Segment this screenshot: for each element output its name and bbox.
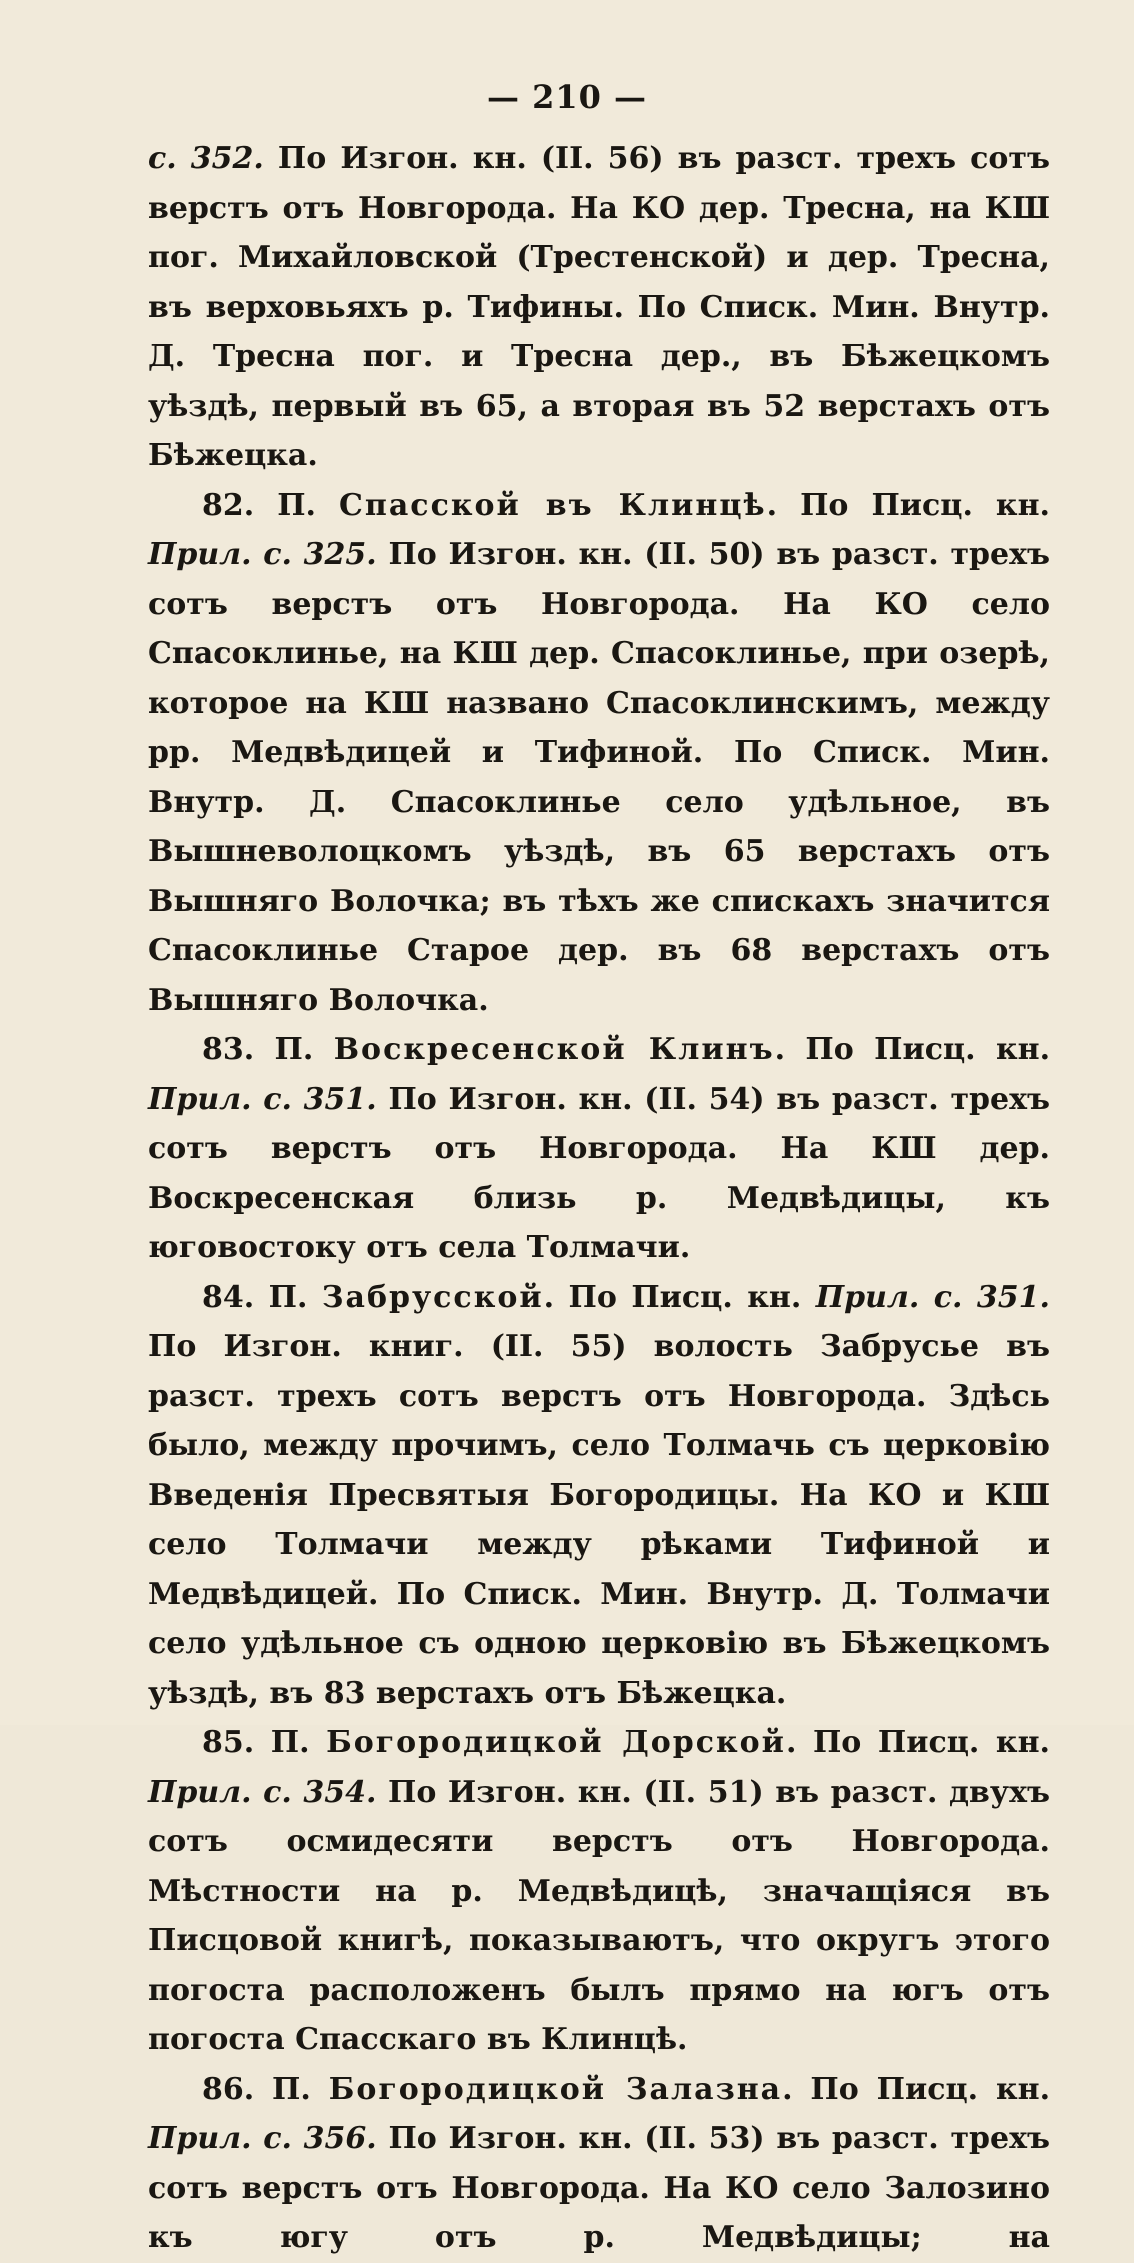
text-segment: По Изгон. кн. (II. 53) въ разст. трехъ сотъ верстъ отъ Новгорода. На КО село Залозино къ югу отъ р. Медвѣдицы; на [148,2121,1050,2255]
text-segment: 85. П. [202,1725,327,1760]
text-segment: По Изгон. кн. (II. 56) въ разст. трехъ сотъ верстъ отъ Новгорода. На КО дер. Тресна, на КШ пог. Михайловской (Трестенской) и дер. Тресна, въ верховьяхъ р. Тифины. По Списк. Мин. Внутр. Д. Тресна пог. и Тресна дер., въ Бѣжецкомъ уѣздѣ, первый въ 65, а вторая въ 52 верстахъ отъ Бѣжецка. [148,141,1050,473]
paragraph-86 [148,2065,1050,2263]
text-segment-italic: Прил. с. 356. [148,2121,377,2156]
paragraph-continuation [148,134,1050,481]
text-segment: По Изгон. книг. (II. 55) волость Забрусье въ разст. трехъ сотъ верстъ отъ Новгорода. Здѣсь было, между прочимъ, село Толмачь съ церковію Введенія Пресвятыя Богородицы. На КО и КШ село Толмачи между рѣками Тифиной и Медвѣдицей. По Списк. Мин. Внутр. Д. Толмачи село удѣльное съ одною церковію въ Бѣжецкомъ уѣздѣ, въ 83 верстахъ отъ Бѣжецка. [148,1329,1050,1711]
text-segment-spaced: Воскресенской Клинъ [333,1032,775,1067]
text-segment: 82. П. [202,487,340,523]
text-segment-italic: Прил. с. 325. [148,537,377,572]
text-segment: . По Писц. кн. [782,2071,1051,2107]
paragraph-83 [148,1025,1050,1273]
page-number: — 210 — [486,78,648,116]
text-segment: По Изгон. кн. (II. 50) въ разст. трехъ сотъ верстъ отъ Новгорода. На КО село Спасоклинье, на КШ дер. Спасоклинье, при озерѣ, которое на КШ названо Спасоклинскимъ, между рр. Медвѣдицей и Тифиной. По Списк. Мин. Внутр. Д. Спасоклинье село удѣльное, въ Вышневолоцкомъ уѣздѣ, въ 65 верстахъ отъ Вышняго Волочка; въ тѣхъ же спискахъ значится Спасоклинье Старое дер. въ 68 верстахъ отъ Вышняго Волочка. [148,537,1050,1018]
paragraph-82 [148,481,1050,1026]
text-body [148,134,1050,2263]
text-segment: 83. П. [202,1032,334,1067]
text-segment: 84. П. [202,1279,322,1315]
text-segment: По Изгон. кн. (II. 51) въ разст. двухъ сотъ осмидесяти верстъ отъ Новгорода. Мѣстности на р. Медвѣдицѣ, значащіяся въ Писцовой книгѣ, показываютъ, что округъ этого погоста расположенъ былъ прямо на югъ отъ погоста Спасскаго въ Клинцѣ. [148,1774,1050,2057]
text-segment: . По Писц. кн. [766,487,1050,523]
paragraph-84 [148,1273,1050,1719]
text-segment-spaced: Забрусской [321,1279,544,1315]
text-segment: . По Писц. кн. [774,1032,1051,1067]
text-segment: . По Писц. кн. [543,1279,816,1315]
text-segment-italic: Прил. с. 351. [148,1081,377,1117]
text-segment-spaced: Богородицкой Дорской [326,1725,786,1760]
paragraph-85 [148,1718,1050,2065]
text-segment: . По Писц. кн. [785,1725,1050,1760]
text-segment-italic: Прил. с. 354. [148,1774,377,1810]
text-segment-italic: Прил. с. 351. [815,1279,1050,1315]
text-segment-spaced: Спасской въ Клинцѣ [339,487,767,523]
text-segment-spaced: Богородицкой Залазна [328,2071,783,2107]
text-segment-italic: с. 352. [148,141,264,176]
text-segment: По Изгон. кн. (II. 54) въ разст. трехъ сотъ верстъ отъ Новгорода. На КШ дер. Воскресенская близь р. Медвѣдицы, къ юговостоку отъ села Толмачи. [148,1081,1050,1265]
text-segment: 86. П. [202,2071,329,2107]
